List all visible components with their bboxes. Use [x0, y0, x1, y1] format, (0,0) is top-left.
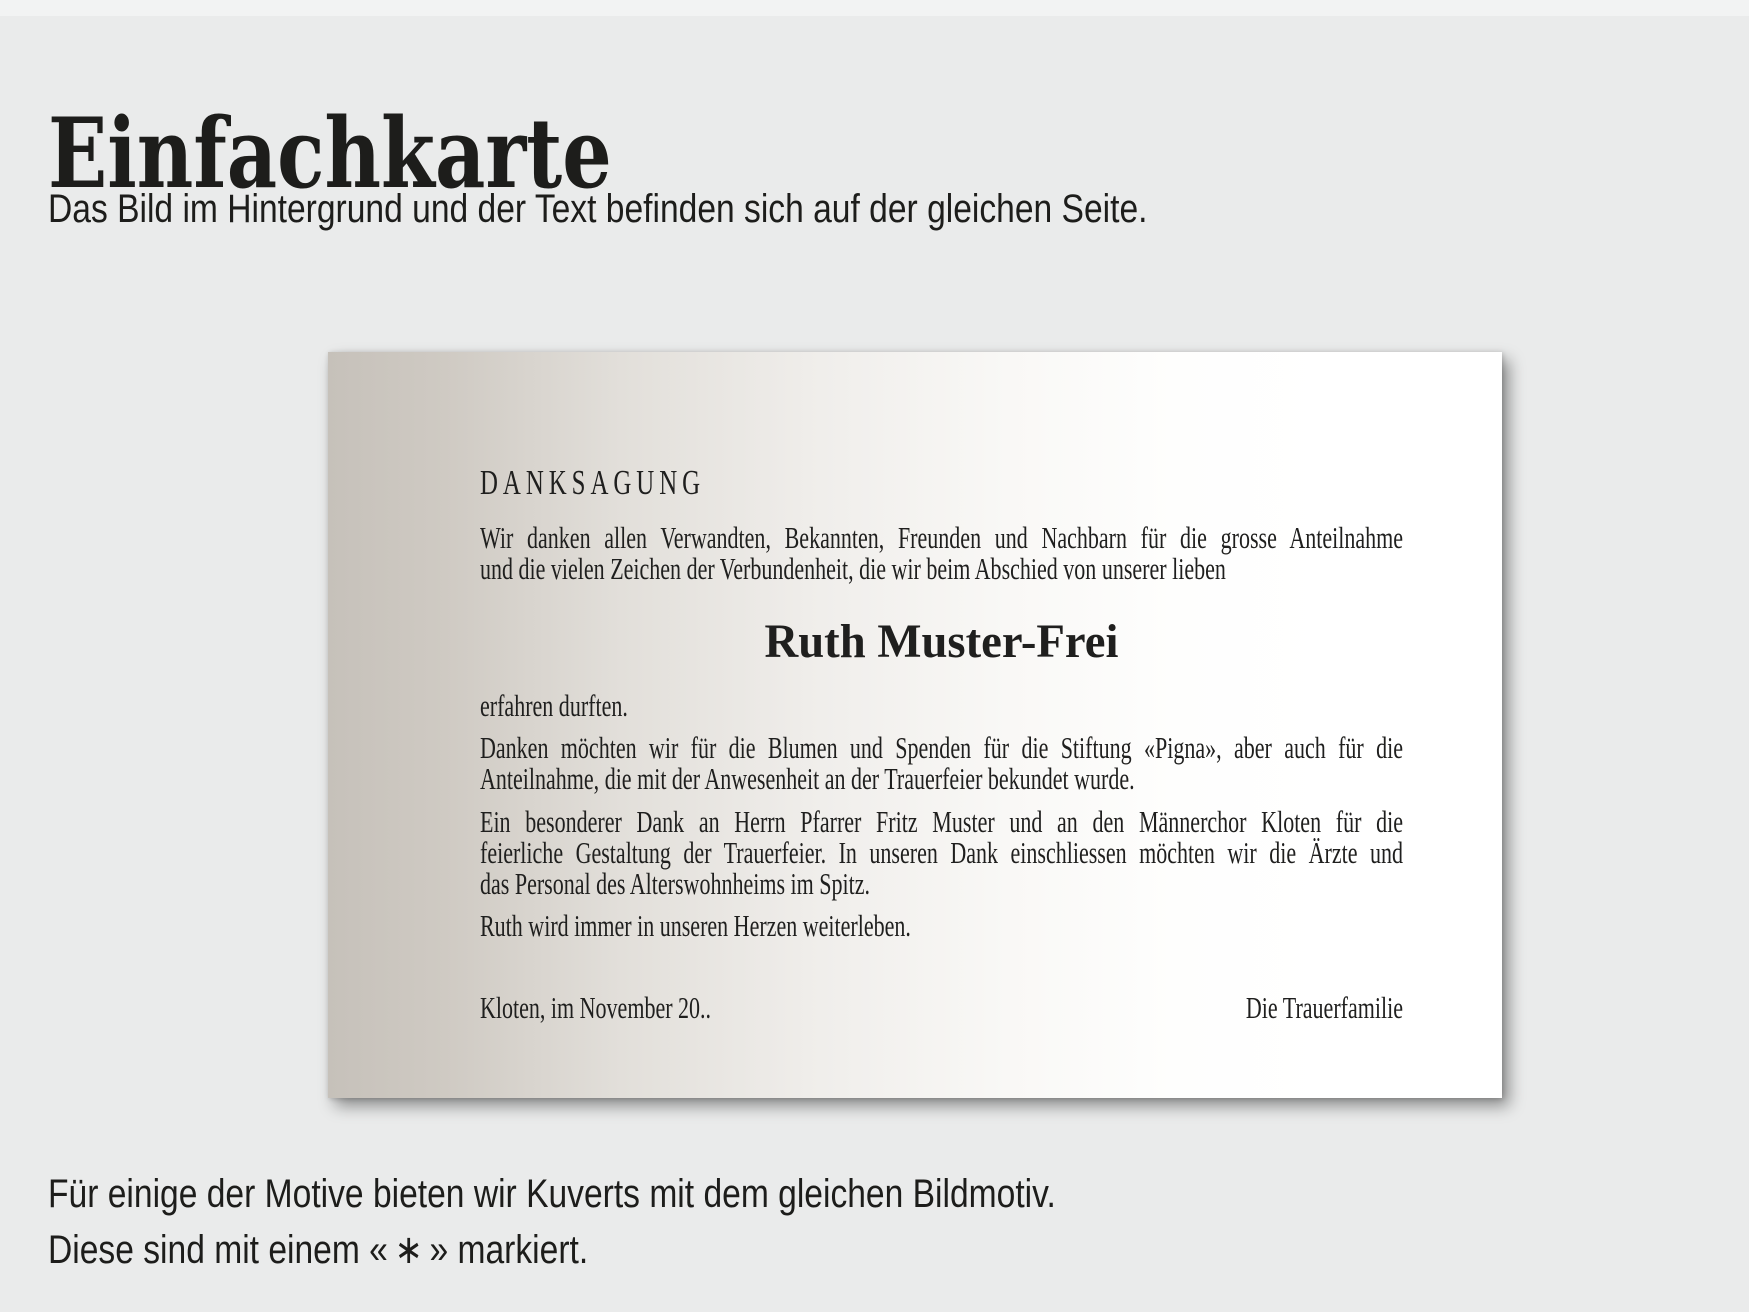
card-intro-paragraph — [480, 522, 1403, 584]
card-text-line: das Personal des Alterswohnheims im Spitz. — [480, 866, 871, 901]
condolence-card-preview — [328, 352, 1502, 1098]
card-text-line: Ein besonderer Dank an Herrn Pfarrer Fritz Muster und an den Männerchor Kloten für die — [480, 804, 1403, 839]
card-heading: DANKSAGUNG — [480, 463, 706, 502]
card-signature: Die Trauerfamilie — [1245, 990, 1403, 1025]
page-footer-line-1: Für einige der Motive bieten wir Kuverts mit dem gleichen Bildmotiv. — [48, 1172, 1056, 1216]
card-thanks-paragraph — [480, 732, 1403, 794]
card-place-date: Kloten, im November 20.. — [480, 990, 712, 1025]
deceased-name: Ruth Muster-Frei — [764, 615, 1119, 668]
page-footer-line-2: Diese sind mit einem « ∗ » markiert. — [48, 1228, 589, 1272]
card-text-line: Wir danken allen Verwandten, Bekannten, Freunden und Nachbarn für die grosse Anteilnahme — [480, 520, 1403, 555]
card-content — [480, 465, 1403, 1023]
card-closing-paragraph: Ruth wird immer in unseren Herzen weiterleben. — [480, 908, 911, 943]
top-strip — [0, 0, 1749, 16]
card-after-name-paragraph: erfahren durften. — [480, 688, 628, 723]
card-text-line: Danken möchten wir für die Blumen und Spenden für die Stiftung «Pigna», aber auch für die — [480, 730, 1403, 765]
card-text-line: und die vielen Zeichen der Verbundenheit, die wir beim Abschied von unserer lieben — [480, 551, 1226, 586]
card-footer-row — [480, 992, 1403, 1023]
page-subtitle: Das Bild im Hintergrund und der Text befinden sich auf der gleichen Seite. — [48, 187, 1148, 231]
page-title: Einfachkarte — [48, 97, 612, 211]
card-text-line: feierliche Gestaltung der Trauerfeier. In unseren Dank einschliessen möchten wir die Ärzte und — [480, 835, 1403, 870]
card-special-thanks-paragraph — [480, 806, 1403, 899]
page-footer — [48, 1166, 1056, 1278]
card-text-line: Anteilnahme, die mit der Anwesenheit an der Trauerfeier bekundet wurde. — [480, 761, 1135, 796]
